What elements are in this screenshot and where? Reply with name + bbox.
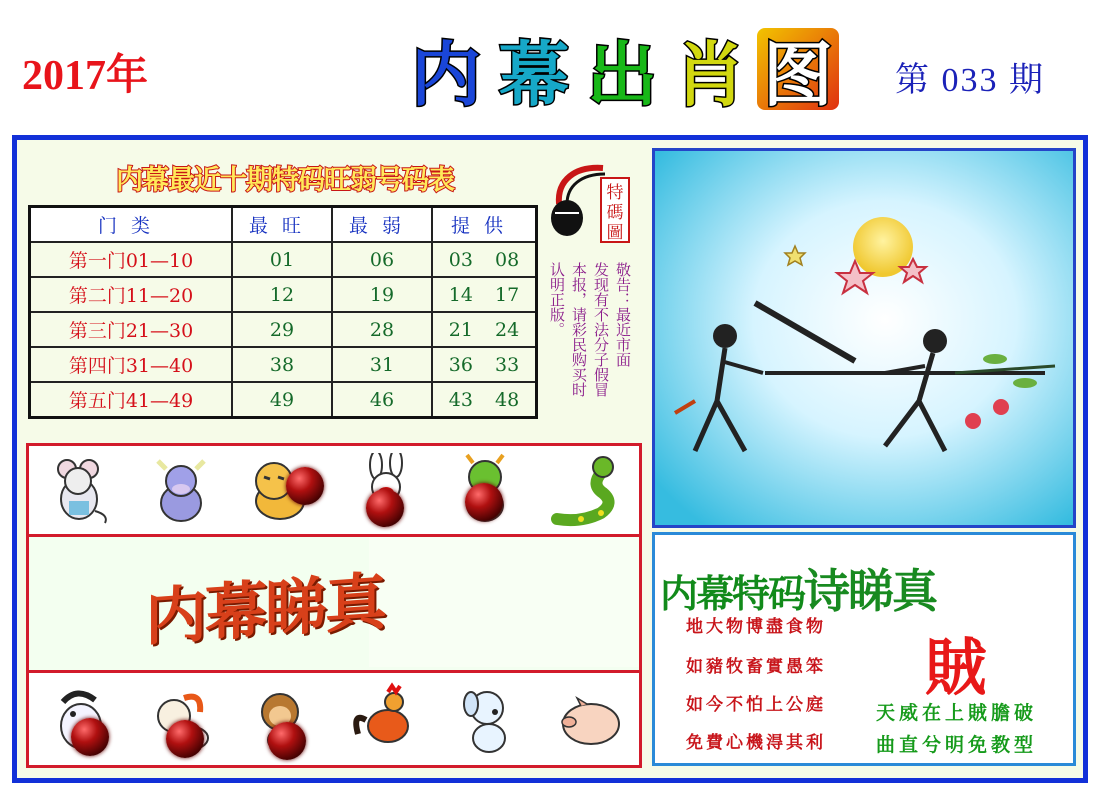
big-title: 内幕睇真 (145, 564, 386, 655)
notice-column: 本报，请彩民购买时 (570, 262, 588, 397)
gate-cell: 第五门41—49 (30, 382, 233, 418)
header-gate: 门类 (30, 207, 233, 243)
poem-title-part1: 内幕特码 (660, 572, 805, 616)
masthead-char: 内 (411, 33, 481, 116)
cold-cell: 31 (332, 347, 432, 382)
hot-cell: 29 (232, 312, 332, 347)
hit-marker (286, 467, 324, 505)
header-cold: 最弱 (332, 207, 432, 243)
pig-icon (551, 682, 625, 756)
poem-verdict-line: 天威在上賊膽破 (876, 702, 1038, 724)
hit-marker (366, 489, 404, 527)
masthead-char: 幕 (499, 33, 569, 116)
hit-marker (268, 722, 306, 760)
gate-cell: 第二门11—20 (30, 277, 233, 312)
poem-verdict-line: 曲直兮明免教型 (876, 734, 1038, 756)
masthead-char: 肖 (675, 33, 745, 116)
table-row (30, 347, 537, 382)
poem-title-part2: 诗睇真 (804, 564, 937, 618)
rabbit-cell (348, 453, 422, 527)
notice-column: 发现有不法分子假冒 (592, 262, 610, 397)
dog-icon (449, 682, 523, 756)
provide-cell: 14 17 (432, 277, 537, 312)
cold-cell: 06 (332, 242, 432, 277)
table-row (30, 242, 537, 277)
hot-cold-table (28, 205, 538, 419)
zodiac-row-top (26, 443, 642, 537)
provide-cell: 43 48 (432, 382, 537, 418)
header-provide: 提供 (432, 207, 537, 243)
svg-text:特: 特 (606, 183, 624, 203)
poem-line: 如今不怕上公庭 (686, 695, 826, 715)
illustration-image (652, 148, 1076, 528)
hot-cell: 01 (232, 242, 332, 277)
hot-cell: 38 (232, 347, 332, 382)
gate-cell: 第四门31—40 (30, 347, 233, 382)
provide-cell: 36 33 (432, 347, 537, 382)
goat-cell (144, 682, 218, 756)
answer-char: 賊 (925, 631, 988, 704)
masthead-title (405, 28, 850, 116)
table-title: 内幕最近十期特码旺弱号码表 (116, 165, 454, 196)
table-row (30, 382, 537, 418)
rat-icon (43, 453, 117, 527)
zodiac-row-bottom (26, 670, 642, 768)
cold-cell: 28 (332, 312, 432, 347)
cold-cell: 19 (332, 277, 432, 312)
masthead-char: 图 (757, 28, 839, 110)
horse-cell (43, 682, 117, 756)
gate-cell: 第一门01—10 (30, 242, 233, 277)
year-label: 2017年 (22, 53, 149, 99)
provide-cell: 21 24 (432, 312, 537, 347)
provide-cell: 03 08 (432, 242, 537, 277)
poem-line: 地大物博盡食物 (686, 617, 826, 637)
poem-line: 免費心機淂其利 (686, 733, 826, 753)
brand-logo-icon (545, 158, 635, 248)
issue-number: 第 033 期 (895, 62, 1045, 99)
notice-column: 敬告：最近市面 (614, 262, 632, 367)
header-hot: 最旺 (232, 207, 332, 243)
tiger-cell (246, 453, 320, 527)
cold-cell: 46 (332, 382, 432, 418)
hit-marker (71, 718, 109, 756)
poem-line: 如豬牧畜實愚笨 (686, 657, 826, 677)
ox-icon (144, 453, 218, 527)
rooster-icon (348, 682, 422, 756)
notice-column: 认明正版。 (548, 262, 566, 337)
snake-icon (551, 453, 625, 527)
table-header-row (30, 207, 537, 243)
hot-cell: 12 (232, 277, 332, 312)
table-row (30, 312, 537, 347)
masthead-char: 出 (587, 33, 657, 116)
table-row (30, 277, 537, 312)
svg-text:碼: 碼 (606, 203, 624, 223)
hot-cell: 49 (232, 382, 332, 418)
notice-text (545, 262, 633, 422)
dragon-cell (449, 453, 523, 527)
monkey-cell (246, 682, 320, 756)
svg-text:圖: 圖 (606, 223, 624, 243)
gate-cell: 第三门21—30 (30, 312, 233, 347)
